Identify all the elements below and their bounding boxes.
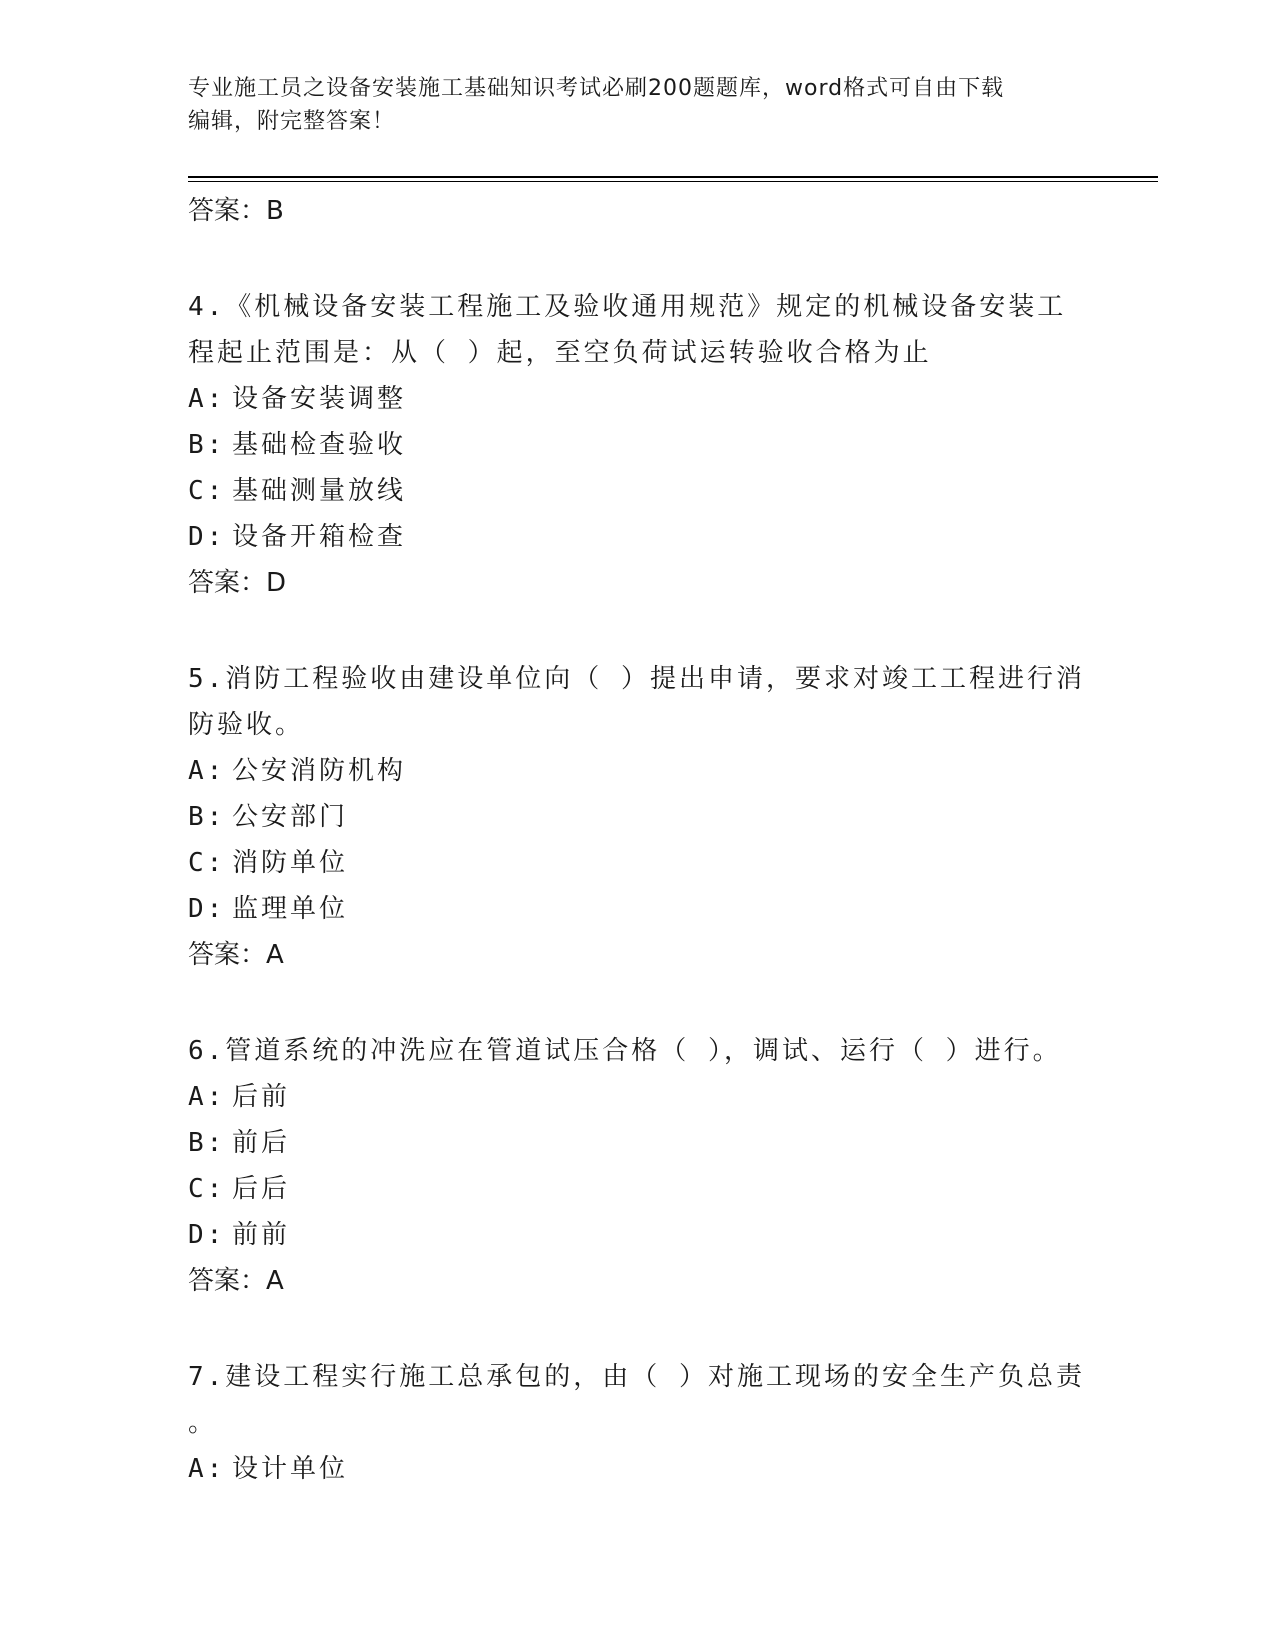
option-a [188,748,1088,794]
option-text: 设备安装调整 [232,384,407,414]
answer-previous: 答案：B [188,196,284,226]
question-4 [188,284,1088,606]
option-d [188,1212,1088,1258]
answer: 答案：D [188,568,287,598]
option-letter: D: [188,522,226,552]
option-letter: C: [188,1174,226,1204]
option-d [188,886,1088,932]
option-text: 基础测量放线 [232,476,407,506]
option-b [188,794,1088,840]
question-text-line-1: 4.《机械设备安装工程施工及验收通用规范》规定的机械设备安装工 [188,292,1067,322]
option-text: 设备开箱检查 [232,522,407,552]
option-letter: C: [188,848,226,878]
option-letter: B: [188,1128,226,1158]
question-text-line-2: 防验收。 [188,710,305,740]
option-letter: C: [188,476,226,506]
option-c [188,468,1088,514]
question-6 [188,1028,1088,1304]
document-body [188,188,1088,1492]
question-7 [188,1354,1088,1492]
option-c [188,840,1088,886]
option-text: 后前 [232,1082,291,1112]
option-text: 后后 [232,1174,291,1204]
option-letter: B: [188,802,226,832]
header-rule [188,176,1158,178]
option-letter: A: [188,384,226,414]
header-line-1: 专业施工员之设备安装施工基础知识考试必刷200题题库，word格式可自由下载 [188,76,1005,101]
answer: 答案：A [188,1266,284,1296]
question-5 [188,656,1088,978]
question-text-line-1: 7.建设工程实行施工总承包的，由（ ）对施工现场的安全生产负总责 [188,1362,1085,1392]
option-letter: B: [188,430,226,460]
question-text-line-2: 程起止范围是：从（ ）起，至空负荷试运转验收合格为止 [188,338,932,368]
question-text-line-2: 。 [188,1408,218,1438]
question-text-line-1: 5.消防工程验收由建设单位向（ ）提出申请，要求对竣工工程进行消 [188,664,1085,694]
option-b [188,1120,1088,1166]
option-a [188,1074,1088,1120]
answer: 答案：A [188,940,284,970]
option-text: 公安消防机构 [232,756,407,786]
option-d [188,514,1088,560]
option-text: 前后 [232,1128,291,1158]
option-c [188,1166,1088,1212]
option-text: 基础检查验收 [232,430,407,460]
option-letter: D: [188,894,226,924]
option-a [188,376,1088,422]
option-text: 消防单位 [232,848,349,878]
option-letter: A: [188,756,226,786]
option-text: 公安部门 [232,802,349,832]
option-text: 前前 [232,1220,291,1250]
option-text: 监理单位 [232,894,349,924]
option-a [188,1446,1088,1492]
option-text: 设计单位 [232,1454,349,1484]
document-header [188,72,1088,138]
option-b [188,422,1088,468]
header-line-2: 编辑，附完整答案！ [188,109,396,134]
header-rule-thin [188,181,1158,182]
question-text-line-1: 6.管道系统的冲洗应在管道试压合格（ ），调试、运行（ ）进行。 [188,1036,1062,1066]
option-letter: D: [188,1220,226,1250]
option-letter: A: [188,1082,226,1112]
option-letter: A: [188,1454,226,1484]
